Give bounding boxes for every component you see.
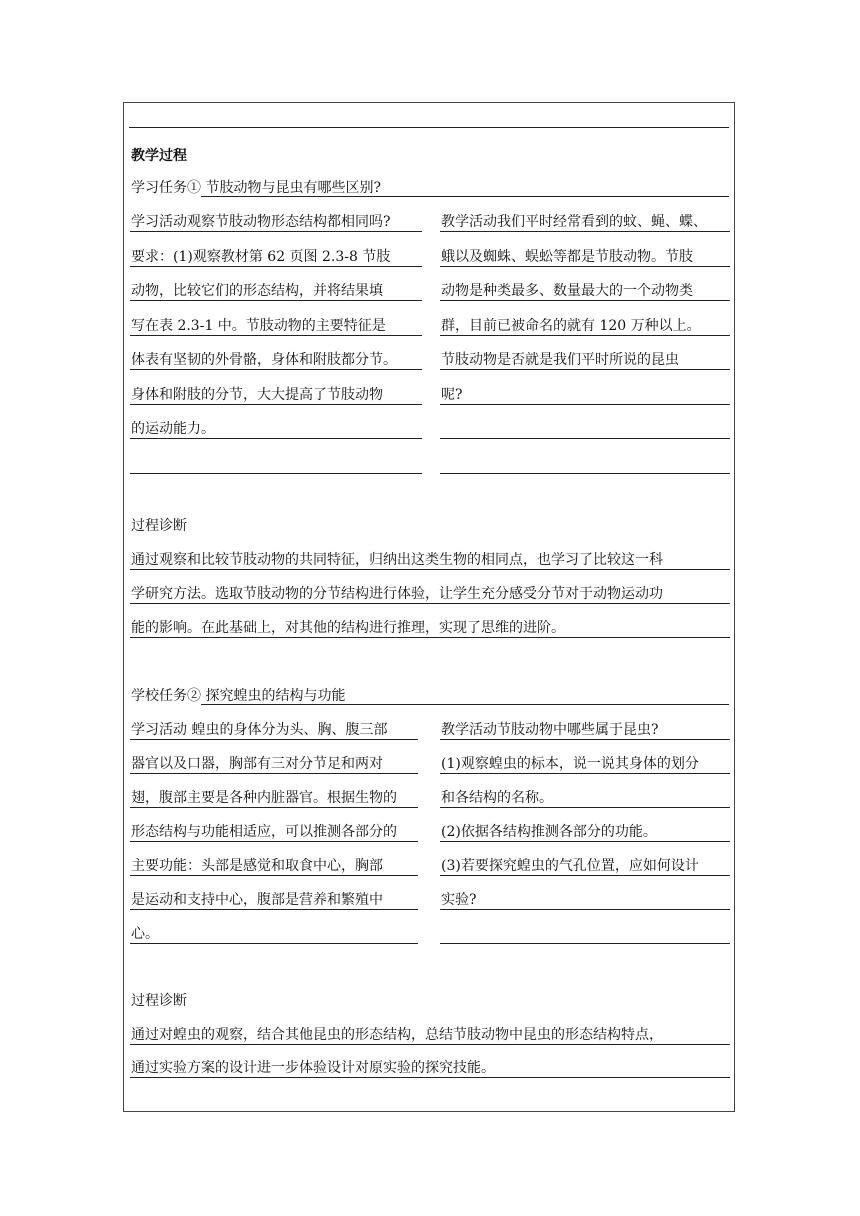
task1-right-line: 呢? xyxy=(441,386,463,403)
task2-left-line: 学习活动 蝗虫的身体分为头、胸、腹三部 xyxy=(131,722,388,738)
task2-left-rule xyxy=(130,909,418,910)
task2-label: 学校任务② xyxy=(131,688,201,704)
diagnosis1-rule xyxy=(130,603,730,604)
diagnosis1-rule xyxy=(130,569,730,570)
task1-left-rule xyxy=(130,231,422,232)
task2-heading xyxy=(131,686,345,706)
task1-heading xyxy=(131,178,381,198)
task2-right-rule xyxy=(440,943,730,944)
task2-left-line: 形态结构与功能相适应，可以推测各部分的 xyxy=(131,824,397,840)
task1-left-line: 身体和附肢的分节，大大提高了节肢动物 xyxy=(131,386,383,403)
diagnosis1-label: 过程诊断 xyxy=(131,518,187,534)
task2-title-underline xyxy=(201,704,729,705)
task2-title: 探究蝗虫的结构与功能 xyxy=(201,688,346,704)
task1-left-line: 要求：(1)观察教材第 62 页图 2.3-8 节肢 xyxy=(131,248,391,265)
task1-right-rule xyxy=(440,369,730,370)
diagnosis2-rule xyxy=(130,1077,730,1078)
top-rule xyxy=(129,127,729,128)
diagnosis1-line: 通过观察和比较节肢动物的共同特征，归纳出这类生物的相同点，也学习了比较这一科 xyxy=(131,552,663,568)
diagnosis2-label: 过程诊断 xyxy=(131,993,187,1009)
task1-left-line: 动物，比较它们的形态结构，并将结果填 xyxy=(131,283,383,299)
task1-left-rule xyxy=(130,404,422,405)
diagnosis1-rule xyxy=(130,637,730,638)
task1-right-rule xyxy=(440,266,730,267)
task1-right-line: 群，目前已被命名的就有 120 万种以上。 xyxy=(441,317,701,334)
diagnosis1-line: 学研究方法。选取节肢动物的分节结构进行体验，让学生充分感受分节对于动物运动功 xyxy=(131,586,663,602)
task2-left-line: 器官以及口器，胸部有三对分节足和两对 xyxy=(131,756,383,772)
task1-title: 节肢动物与昆虫有哪些区别? xyxy=(201,180,381,196)
task1-right-line: 蛾以及蜘蛛、蜈蚣等都是节肢动物。节肢 xyxy=(441,248,693,265)
task1-left-rule xyxy=(130,473,422,474)
task2-left-line: 主要功能：头部是感觉和取食中心，胸部 xyxy=(131,858,383,874)
task2-left-line: 翅，腹部主要是各种内脏器官。根据生物的 xyxy=(131,790,397,806)
task2-left-line: 心。 xyxy=(131,926,159,942)
diagnosis1-line: 能的影响。在此基础上，对其他的结构进行推理，实现了思维的进阶。 xyxy=(131,620,565,636)
task1-right-line: 节肢动物是否就是我们平时所说的昆虫 xyxy=(441,352,679,368)
task1-left-line: 写在表 2.3-1 中。节肢动物的主要特征是 xyxy=(131,317,386,334)
diagnosis2-line: 通过对蝗虫的观察，结合其他昆虫的形态结构，总结节肢动物中昆虫的形态结构特点， xyxy=(131,1027,663,1043)
section-title: 教学过程 xyxy=(131,148,187,164)
task2-right-rule xyxy=(440,773,730,774)
task1-title-underline xyxy=(201,196,729,197)
task1-left-rule xyxy=(130,300,422,301)
task1-label: 学习任务① xyxy=(131,180,201,196)
task1-left-rule xyxy=(130,335,422,336)
task1-right-rule xyxy=(440,300,730,301)
diagnosis2-line: 通过实验方案的设计进一步体验设计对原实验的探究技能。 xyxy=(131,1060,495,1076)
task1-left-rule xyxy=(130,266,422,267)
task2-right-rule xyxy=(440,875,730,876)
task2-left-rule xyxy=(130,773,418,774)
task2-right-line: (3)若要探究蝗虫的气孔位置，应如何设计 xyxy=(441,858,699,874)
task1-left-line: 学习活动观察节肢动物形态结构都相同吗? xyxy=(131,214,391,230)
task1-right-rule xyxy=(440,438,730,439)
task1-right-rule xyxy=(440,404,730,405)
task2-left-line: 是运动和支持中心，腹部是营养和繁殖中 xyxy=(131,892,383,908)
task2-right-rule xyxy=(440,909,730,910)
task1-left-line: 的运动能力。 xyxy=(131,421,215,437)
task1-right-line: 教学活动我们平时经常看到的蚊、蝇、蝶、 xyxy=(441,214,707,230)
task1-left-rule xyxy=(130,438,422,439)
task1-right-rule xyxy=(440,335,730,336)
task2-right-rule xyxy=(440,841,730,842)
task2-right-line: 实验? xyxy=(441,892,477,908)
task2-left-rule xyxy=(130,943,418,944)
task1-right-rule xyxy=(440,231,730,232)
task1-right-rule xyxy=(440,473,730,474)
task2-left-rule xyxy=(130,841,418,842)
task1-left-rule xyxy=(130,369,422,370)
task2-right-line: 和各结构的名称。 xyxy=(441,790,553,806)
task2-right-line: (1)观察蝗虫的标本，说一说其身体的划分 xyxy=(441,756,699,772)
task2-right-line: (2)依据各结构推测各部分的功能。 xyxy=(441,824,657,840)
task2-right-line: 教学活动节肢动物中哪些属于昆虫? xyxy=(441,722,659,738)
diagnosis2-rule xyxy=(130,1044,730,1045)
task2-right-rule xyxy=(440,807,730,808)
task2-left-rule xyxy=(130,807,418,808)
task1-left-line: 体表有坚韧的外骨骼，身体和附肢都分节。 xyxy=(131,352,397,368)
task1-right-line: 动物是种类最多、数量最大的一个动物类 xyxy=(441,283,693,299)
task2-right-rule xyxy=(440,739,730,740)
task2-left-rule xyxy=(130,875,418,876)
task2-left-rule xyxy=(130,739,418,740)
